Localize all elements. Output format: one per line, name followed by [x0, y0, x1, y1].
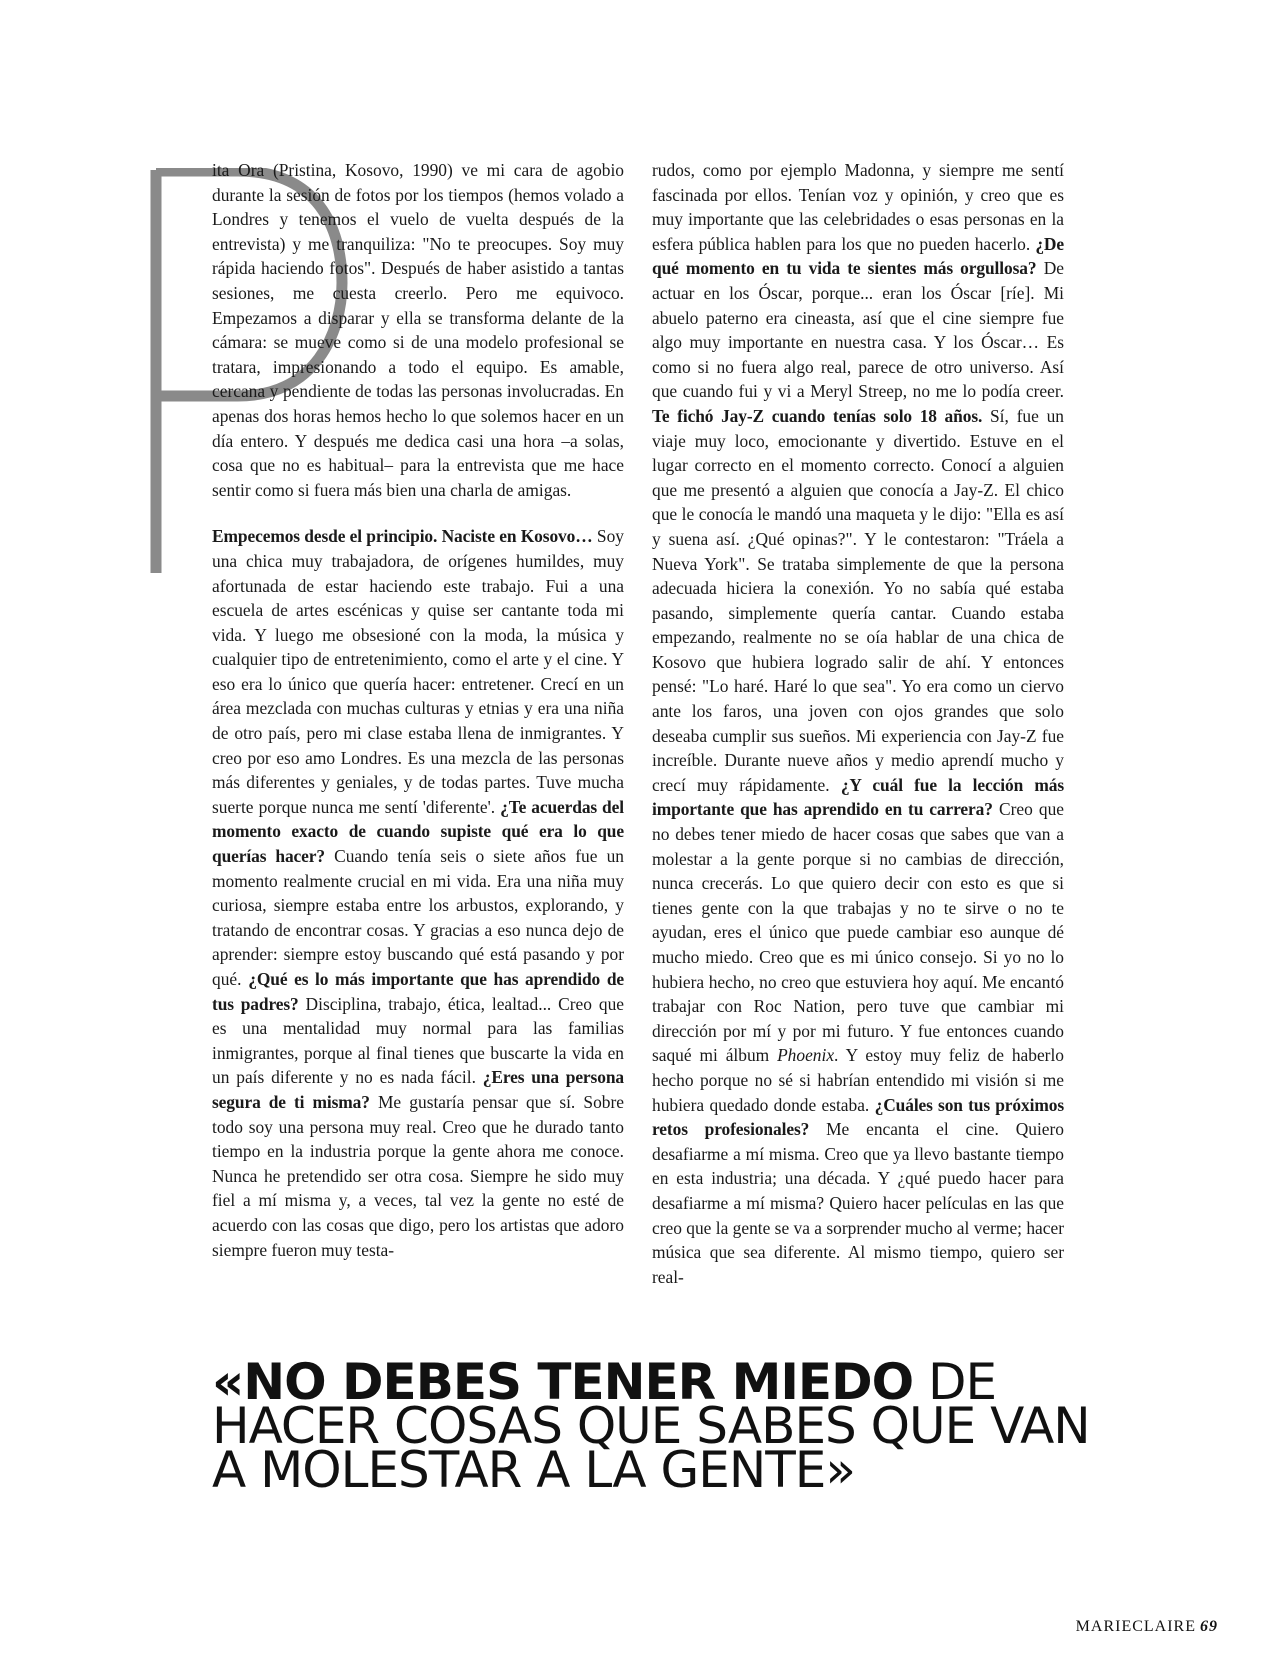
interview-answer: Disciplina, trabajo, ética, lealtad... Creo que es una mentalidad muy normal para las familias inmigrantes, porque al final tienes que buscarte la vida en un país diferente y no es nada fácil.: [212, 993, 624, 1088]
page-footer: [1076, 1618, 1218, 1636]
pull-quote: [212, 1353, 1092, 1499]
interview-paragraph: [212, 524, 624, 1262]
article-column-left: [212, 158, 624, 1262]
interview-paragraph: [652, 158, 1064, 1289]
pull-quote-bold: «NO DEBES TENER MIEDO: [212, 1353, 914, 1411]
interview-question: ¿Eres una persona segura de ti misma?: [212, 1067, 624, 1112]
intro-paragraph: ita Ora (Pristina, Kosovo, 1990) ve mi cara de agobio durante la sesión de fotos por los tiempos (hemos volado a Londres y tenemos el vuelo de vuelta después de la entrevista) y me tranquiliza: "No te preocupes. Soy muy rápida haciendo fotos". Después de haber asistido a tantas sesiones, me cuesta creerlo. Pero me equivoco. Empezamos a disparar y ella se transforma delante de la cámara: se mueve como si de una modelo profesional se tratara, impresionando a todo el equipo. Es amable, cercana y pendiente de todas las personas involucradas. En apenas dos horas hemos hecho lo que solemos hacer en un día entero. Y después me dedica casi una hora –a solas, cosa que no es habitual– para la entrevista que me hace sentir como si fuera más bien una charla de amigas.: [212, 160, 624, 500]
interview-answer: De actuar en los Óscar, porque... eran los Óscar [ríe]. Mi abuelo paterno era cineasta, así que el cine siempre fue algo muy importante en nuestra casa. Y los Óscar… Es como si no fuera algo real, parece de otro universo. Así que cuando fui y vi a Meryl Streep, no me lo podía creer.: [652, 258, 1064, 402]
interview-answer: Sí, fue un viaje muy loco, emocionante y divertido. Estuve en el lugar correcto en el momento correcto. Conocí a alguien que me presentó a alguien que conocía a Jay-Z. El chico que le conocía le mandó una maqueta y le dijo: "Ella es así y suena así. ¿Qué opinas?". Y le contestaron: "Tráela a Nueva York". Se trataba simplemente de que la persona adecuada hiciera la conexión. Yo no sabía qué estaba pasando, simplemente quería cantar. Cuando estaba empezando, realmente no se oía hablar de una chica de Kosovo que hubiera logrado salir de ahí. Y entonces pensé: "Lo haré. Haré lo que sea". Yo era como un ciervo ante los faros, una joven con ojos grandes que solo deseaba cumplir sus sueños. Mi experiencia con Jay-Z fue increíble. Durante nueve años y medio aprendí mucho y crecí muy rápidamente.: [652, 405, 1064, 795]
interview-answer: Me gustaría pensar que sí. Sobre todo soy una persona muy real. Creo que he durado tanto tiempo en la industria porque la gente ahora me conoce. Nunca he pretendido ser otra cosa. Siempre he sido muy fiel a mí misma y, a veces, tal vez la gente no esté de acuerdo con las cosas que digo, pero los artistas que adoro siempre fueron muy testa-: [212, 1091, 624, 1260]
interview-answer: Cuando tenía seis o siete años fue un momento realmente crucial en mi vida. Era una niña muy curiosa, siempre estaba entre los arbustos, explorando, y tratando de encontrar cosas. Y gracias a eso nunca dejo de aprender: siempre estoy buscando qué está pasando y por qué.: [212, 846, 624, 989]
interview-question: ¿Cuáles son tus próximos retos profesionales?: [652, 1094, 1064, 1140]
magazine-brand: MARIECLAIRE: [1075, 1618, 1196, 1635]
interview-question: ¿Y cuál fue la lección más importante que has aprendido en tu carrera?: [652, 774, 1064, 820]
article-column-right: [652, 158, 1064, 1289]
album-title: Phoenix: [777, 1045, 835, 1066]
page-number: 69: [1200, 1618, 1218, 1635]
interview-answer: Me encanta el cine. Quiero desafiarme a mí misma. Creo que ya llevo bastante tiempo en esta industria; una década. Y ¿qué puedo hacer para desafiarme a mí misma? Quiero hacer películas en las que creo que la gente se va a sorprender mucho al verme; hacer música que sea diferente. Al mismo tiempo, quiero ser real-: [652, 1119, 1065, 1287]
interview-question: ¿Te acuerdas del momento exacto de cuando supiste qué era lo que querías hacer?: [212, 796, 624, 867]
interview-answer: rudos, como por ejemplo Madonna, y siempre me sentí fascinada por ellos. Tenían voz y opinión, y creo que es muy importante que las celebridades o esas personas en la esfera pública hablen para los que no pueden hacerlo.: [652, 160, 1064, 254]
interview-question: ¿Qué es lo más importante que has aprendido de tus padres?: [212, 969, 625, 1014]
interview-answer: Soy una chica muy trabajadora, de orígenes humildes, muy afortunada de estar haciendo este trabajo. Fui a una escuela de artes escénicas y quise ser cantante toda mi vida. Y luego me obsesioné con la moda, la música y cualquier tipo de entretenimiento, como el arte y el cine. Y eso era lo único que quería hacer: entretener. Crecí en un área mezclada con muchas culturas y etnias y era una niña de otro país, pero mi clase estaba llena de inmigrantes. Y creo por eso amo Londres. Es una mezcla de las personas más diferentes y geniales, y de todas partes. Tuve mucha suerte porque nunca me sentí 'diferente'.: [212, 526, 624, 817]
interview-answer: Creo que no debes tener miedo de hacer cosas que sabes que van a molestar a la gente porque si no cambias de dirección, nunca crecerás. Lo que quiero decir con esto es que si tienes gente con la que trabajas y no te sirve o no te ayudan, eres el único que puede cambiar eso aunque dé mucho miedo. Creo que es mi único consejo. Si yo no lo hubiera hecho, no creo que estuviera hoy aquí. Me encantó trabajar con Roc Nation, pero tuve que cambiar mi dirección por mí y por mi futuro. Y fue entonces cuando saqué mi álbum: [652, 799, 1064, 1066]
interview-answer: . Y estoy muy feliz de haberlo hecho porque no sé si habrían entendido mi visión si me hubiera quedado donde estaba.: [652, 1045, 1065, 1115]
pull-quote-light: DE HACER COSAS QUE SABES QUE VAN A MOLESTAR A LA GENTE»: [212, 1353, 1090, 1499]
interview-question: Empecemos desde el principio. Naciste en Kosovo…: [212, 526, 593, 547]
interview-question: ¿De qué momento en tu vida te sientes más orgullosa?: [652, 233, 1064, 279]
interview-question: Te fichó Jay-Z cuando tenías solo 18 años.: [652, 405, 983, 426]
